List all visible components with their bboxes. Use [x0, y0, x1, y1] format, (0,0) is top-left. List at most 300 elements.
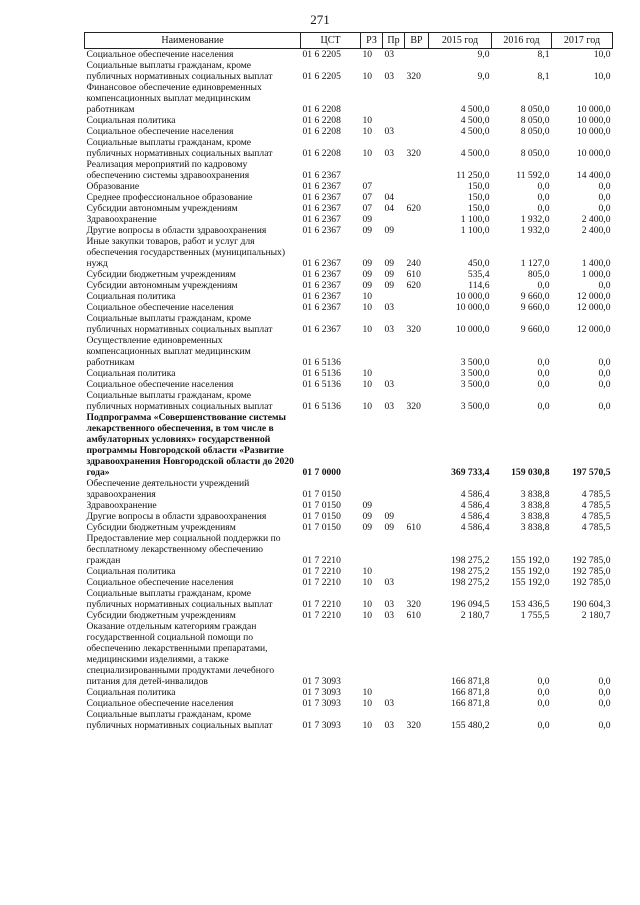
table-row: [85, 60, 613, 82]
row-rz: 10: [362, 71, 373, 82]
row-value-2017: 0,0: [598, 368, 611, 379]
row-value-2017: 1 000,0: [581, 269, 611, 280]
row-cst: 01 7 2210: [302, 566, 341, 577]
row-pr: 03: [384, 302, 395, 313]
row-pr: 09: [384, 269, 395, 280]
row-pr: [383, 368, 405, 379]
header-cst: ЦСТ: [301, 33, 361, 49]
table-row: [85, 368, 613, 379]
table-row: [85, 687, 613, 698]
table-row: [85, 280, 613, 291]
header-2016: 2016 год: [492, 33, 552, 49]
row-vr: [405, 126, 429, 137]
row-cst: 01 7 3093: [302, 698, 341, 709]
row-rz: 07: [362, 192, 373, 203]
row-value-2016: 9 660,0: [520, 302, 550, 313]
row-value-2017: 12 000,0: [576, 302, 611, 313]
table-row: [85, 588, 613, 610]
row-rz: 10: [362, 577, 373, 588]
row-value-2015: 4 586,4: [460, 522, 490, 533]
table-row: [85, 511, 613, 522]
row-name: Предоставление мер социальной поддержки по бесплатному лекарственному обеспечению граждан: [86, 533, 281, 566]
row-pr: [383, 335, 405, 368]
row-vr: [405, 192, 429, 203]
row-pr: [383, 687, 405, 698]
row-pr: [383, 214, 405, 225]
row-name: Социальная политика: [86, 566, 176, 577]
row-vr: 610: [406, 610, 421, 621]
row-name: Социальные выплаты гражданам, кроме публичных нормативных социальных выплат: [86, 390, 273, 412]
row-cst: 01 6 2208: [302, 148, 341, 159]
row-value-2015: 166 871,8: [451, 687, 490, 698]
row-name: Финансовое обеспечение единовременных компенсационных выплат медицинским работникам: [86, 82, 262, 115]
row-rz: 10: [362, 401, 373, 412]
row-cst: 01 6 2367: [302, 225, 341, 236]
row-value-2016: 153 436,5: [511, 599, 550, 610]
row-rz: 10: [362, 599, 373, 610]
row-value-2015: 3 500,0: [460, 357, 490, 368]
row-name: Социальное обеспечение населения: [86, 577, 234, 588]
row-value-2015: 196 094,5: [451, 599, 490, 610]
row-cst: 01 7 0000: [302, 467, 341, 478]
row-pr: 09: [384, 258, 395, 269]
row-pr: 03: [384, 599, 395, 610]
row-value-2016: 3 838,8: [520, 511, 550, 522]
row-value-2017: 10 000,0: [576, 126, 611, 137]
row-cst: 01 7 2210: [302, 577, 341, 588]
table-row: [85, 302, 613, 313]
row-value-2017: 0,0: [598, 687, 611, 698]
row-value-2015: 166 871,8: [451, 676, 490, 687]
row-value-2015: 150,0: [467, 192, 490, 203]
row-value-2015: 4 500,0: [460, 126, 490, 137]
row-name: Субсидии автономным учреждениям: [86, 203, 238, 214]
header-2017: 2017 год: [552, 33, 613, 49]
row-name: Социальное обеспечение населения: [86, 698, 234, 709]
row-pr: 03: [384, 379, 395, 390]
row-value-2015: 1 100,0: [460, 214, 490, 225]
row-name: Субсидии бюджетным учреждениям: [86, 610, 236, 621]
row-vr: [405, 511, 429, 522]
row-value-2015: 10 000,0: [455, 302, 490, 313]
row-value-2015: 198 275,2: [451, 577, 490, 588]
row-name: Подпрограмма «Совершенствование системы лекарственного обеспечения, в том числе в амбулаторных условиях» государственной программы Новгородской области «Развитие здравоохранения Новгородской области до 2020 года»: [86, 412, 294, 478]
row-rz: 10: [362, 610, 373, 621]
row-value-2017: 0,0: [598, 720, 611, 731]
row-value-2016: 1 932,0: [520, 214, 550, 225]
row-pr: 03: [384, 148, 395, 159]
row-pr: [383, 500, 405, 511]
row-rz: 10: [362, 720, 373, 731]
row-value-2017: 192 785,0: [572, 555, 611, 566]
row-cst: 01 6 2208: [302, 104, 341, 115]
row-value-2015: 4 500,0: [460, 148, 490, 159]
row-value-2016: 0,0: [537, 192, 550, 203]
table-row: [85, 214, 613, 225]
row-cst: 01 6 5136: [302, 379, 341, 390]
row-name: Другие вопросы в области здравоохранения: [86, 511, 267, 522]
row-value-2016: 155 192,0: [511, 577, 550, 588]
row-pr: 03: [384, 324, 395, 335]
row-vr: 320: [406, 401, 421, 412]
row-name: Социальные выплаты гражданам, кроме публичных нормативных социальных выплат: [86, 313, 273, 335]
row-value-2017: 14 400,0: [576, 170, 611, 181]
row-value-2016: 0,0: [537, 368, 550, 379]
row-value-2017: 190 604,3: [572, 599, 611, 610]
row-vr: [405, 368, 429, 379]
row-value-2015: 198 275,2: [451, 555, 490, 566]
row-rz: 10: [362, 115, 373, 126]
row-name: Другие вопросы в области здравоохранения: [86, 225, 267, 236]
row-pr: 09: [384, 511, 395, 522]
row-value-2017: 192 785,0: [572, 566, 611, 577]
row-value-2017: 0,0: [598, 401, 611, 412]
budget-table: [84, 32, 613, 731]
row-pr: 04: [384, 203, 395, 214]
row-rz: [361, 412, 383, 478]
row-value-2016: 1 127,0: [520, 258, 550, 269]
row-cst: 01 6 2367: [302, 181, 341, 192]
row-value-2016: 0,0: [537, 676, 550, 687]
row-vr: [405, 225, 429, 236]
row-value-2015: 369 733,4: [451, 467, 490, 478]
row-value-2015: 1 100,0: [460, 225, 490, 236]
row-name: Социальные выплаты гражданам, кроме публичных нормативных социальных выплат: [86, 137, 273, 159]
row-pr: 03: [384, 720, 395, 731]
table-body: [85, 49, 613, 732]
row-cst: 01 6 2367: [302, 214, 341, 225]
row-rz: [361, 478, 383, 500]
row-vr: [405, 379, 429, 390]
table-row: [85, 500, 613, 511]
row-value-2016: 9 660,0: [520, 291, 550, 302]
row-value-2016: 3 838,8: [520, 500, 550, 511]
table-row: [85, 335, 613, 368]
row-cst: 01 7 3093: [302, 720, 341, 731]
row-vr: 320: [406, 720, 421, 731]
row-value-2016: 155 192,0: [511, 566, 550, 577]
row-name: Социальное обеспечение населения: [86, 302, 234, 313]
row-value-2017: 0,0: [598, 357, 611, 368]
row-pr: [383, 159, 405, 181]
row-vr: 610: [406, 269, 421, 280]
row-value-2015: 10 000,0: [455, 324, 490, 335]
row-value-2015: 2 180,7: [460, 610, 490, 621]
row-value-2017: 2 180,7: [581, 610, 611, 621]
row-value-2015: 198 275,2: [451, 566, 490, 577]
row-rz: 10: [362, 126, 373, 137]
row-value-2015: 3 500,0: [460, 368, 490, 379]
row-vr: [405, 49, 429, 61]
row-vr: [405, 159, 429, 181]
row-vr: 320: [406, 71, 421, 82]
row-rz: [361, 335, 383, 368]
row-value-2016: 8,1: [537, 49, 550, 60]
table-header-row: [85, 33, 613, 49]
row-value-2016: 0,0: [537, 280, 550, 291]
row-value-2015: 4 586,4: [460, 500, 490, 511]
row-value-2016: 0,0: [537, 720, 550, 731]
row-pr: [383, 412, 405, 478]
row-value-2017: 192 785,0: [572, 577, 611, 588]
row-value-2017: 0,0: [598, 192, 611, 203]
row-cst: 01 7 0150: [302, 522, 341, 533]
row-pr: 03: [384, 698, 395, 709]
row-rz: 10: [362, 148, 373, 159]
table-row: [85, 533, 613, 566]
row-pr: 03: [384, 126, 395, 137]
row-vr: [405, 181, 429, 192]
row-vr: 610: [406, 522, 421, 533]
row-value-2017: 10,0: [593, 49, 611, 60]
row-name: Социальная политика: [86, 115, 176, 126]
row-rz: [361, 159, 383, 181]
row-pr: [383, 115, 405, 126]
row-vr: [405, 478, 429, 500]
header-vr: ВР: [405, 33, 429, 49]
row-cst: 01 6 2367: [302, 203, 341, 214]
row-vr: [405, 533, 429, 566]
row-value-2017: 4 785,5: [581, 500, 611, 511]
row-vr: [405, 302, 429, 313]
row-rz: 10: [362, 368, 373, 379]
row-pr: [383, 621, 405, 687]
row-value-2017: 0,0: [598, 280, 611, 291]
table-row: [85, 390, 613, 412]
table-row: [85, 698, 613, 709]
row-name: Социальные выплаты гражданам, кроме публичных нормативных социальных выплат: [86, 588, 273, 610]
row-cst: 01 6 2367: [302, 258, 341, 269]
row-value-2015: 9,0: [477, 71, 490, 82]
row-value-2015: 535,4: [467, 269, 490, 280]
row-value-2017: 4 785,5: [581, 511, 611, 522]
row-value-2016: 0,0: [537, 203, 550, 214]
table-row: [85, 478, 613, 500]
row-value-2015: 150,0: [467, 203, 490, 214]
row-value-2016: 0,0: [537, 379, 550, 390]
row-name: Реализация мероприятий по кадровому обеспечению системы здравоохранения: [86, 159, 250, 181]
row-rz: 10: [362, 302, 373, 313]
row-rz: 09: [362, 280, 373, 291]
row-cst: 01 6 2367: [302, 302, 341, 313]
row-cst: 01 6 2367: [302, 291, 341, 302]
row-value-2017: 2 400,0: [581, 225, 611, 236]
row-pr: 09: [384, 522, 395, 533]
table-row: [85, 203, 613, 214]
row-rz: 07: [362, 181, 373, 192]
row-cst: 01 6 2367: [302, 170, 341, 181]
row-vr: [405, 335, 429, 368]
table-row: [85, 236, 613, 269]
page-number: 271: [310, 12, 330, 27]
row-pr: [383, 533, 405, 566]
row-name: Иные закупки товаров, работ и услуг для обеспечения государственных (муниципальных) нужд: [86, 236, 286, 269]
row-value-2016: 0,0: [537, 181, 550, 192]
row-value-2016: 8 050,0: [520, 148, 550, 159]
row-value-2017: 10 000,0: [576, 104, 611, 115]
row-cst: 01 7 0150: [302, 489, 341, 500]
row-cst: 01 7 2210: [302, 610, 341, 621]
row-pr: 04: [384, 192, 395, 203]
header-rz: РЗ: [361, 33, 383, 49]
row-cst: 01 6 2367: [302, 324, 341, 335]
row-name: Социальные выплаты гражданам, кроме публичных нормативных социальных выплат: [86, 709, 273, 731]
row-value-2017: 0,0: [598, 203, 611, 214]
row-value-2016: 3 838,8: [520, 489, 550, 500]
row-vr: [405, 566, 429, 577]
row-pr: 09: [384, 280, 395, 291]
row-value-2017: 10 000,0: [576, 115, 611, 126]
row-rz: 10: [362, 698, 373, 709]
row-cst: 01 6 2205: [302, 71, 341, 82]
row-vr: 320: [406, 599, 421, 610]
row-value-2015: 4 500,0: [460, 104, 490, 115]
row-name: Социальное обеспечение населения: [86, 379, 234, 390]
row-cst: 01 6 2208: [302, 115, 341, 126]
row-vr: [405, 577, 429, 588]
table-row: [85, 159, 613, 181]
table-row: [85, 566, 613, 577]
row-vr: [405, 115, 429, 126]
table-row: [85, 181, 613, 192]
row-value-2016: 11 592,0: [516, 170, 550, 181]
row-value-2016: 155 192,0: [511, 555, 550, 566]
row-name: Оказание отдельным категориям граждан государственной социальной помощи по обеспечению лекарственными препаратами, медицинскими изделиями, а также специализированными продуктами лечебного питания для детей-инвалидов: [86, 621, 275, 687]
row-rz: 09: [362, 511, 373, 522]
row-pr: 09: [384, 225, 395, 236]
row-vr: 620: [406, 280, 421, 291]
row-value-2015: 150,0: [467, 181, 490, 192]
row-rz: 07: [362, 203, 373, 214]
row-vr: [405, 698, 429, 709]
row-value-2015: 155 480,2: [451, 720, 490, 731]
row-pr: [383, 291, 405, 302]
row-name: Субсидии автономным учреждениям: [86, 280, 238, 291]
row-value-2015: 10 000,0: [455, 291, 490, 302]
row-cst: 01 7 2210: [302, 555, 341, 566]
row-rz: 09: [362, 269, 373, 280]
row-value-2016: 8 050,0: [520, 104, 550, 115]
row-rz: [361, 82, 383, 115]
header-pr: Пр: [383, 33, 405, 49]
table-row: [85, 115, 613, 126]
row-vr: [405, 621, 429, 687]
row-value-2016: 8,1: [537, 71, 550, 82]
row-name: Субсидии бюджетным учреждениям: [86, 522, 236, 533]
row-rz: 09: [362, 214, 373, 225]
row-vr: 620: [406, 203, 421, 214]
row-name: Образование: [86, 181, 140, 192]
row-pr: [383, 566, 405, 577]
row-value-2016: 0,0: [537, 687, 550, 698]
row-value-2015: 450,0: [467, 258, 490, 269]
row-value-2017: 0,0: [598, 698, 611, 709]
row-vr: [405, 687, 429, 698]
table-row: [85, 313, 613, 335]
row-vr: 320: [406, 324, 421, 335]
row-value-2016: 1 932,0: [520, 225, 550, 236]
table-row: [85, 82, 613, 115]
row-rz: 10: [362, 49, 373, 60]
row-vr: 320: [406, 148, 421, 159]
row-vr: [405, 291, 429, 302]
row-cst: 01 6 2367: [302, 269, 341, 280]
table-row: [85, 379, 613, 390]
row-value-2016: 1 755,5: [520, 610, 550, 621]
table-row: [85, 577, 613, 588]
row-name: Среднее профессиональное образование: [86, 192, 253, 203]
row-value-2017: 12 000,0: [576, 324, 611, 335]
row-value-2016: 9 660,0: [520, 324, 550, 335]
row-value-2015: 11 250,0: [456, 170, 490, 181]
row-cst: 01 7 0150: [302, 500, 341, 511]
row-value-2016: 8 050,0: [520, 126, 550, 137]
row-value-2017: 0,0: [598, 181, 611, 192]
row-name: Осуществление единовременных компенсационных выплат медицинским работникам: [86, 335, 251, 368]
header-2015: 2015 год: [429, 33, 492, 49]
row-value-2017: 4 785,5: [581, 489, 611, 500]
row-rz: [361, 533, 383, 566]
row-pr: 03: [384, 610, 395, 621]
row-cst: 01 6 2367: [302, 192, 341, 203]
row-pr: [383, 82, 405, 115]
row-cst: 01 6 5136: [302, 401, 341, 412]
row-rz: [361, 621, 383, 687]
row-value-2015: 166 871,8: [451, 698, 490, 709]
row-value-2016: 8 050,0: [520, 115, 550, 126]
row-rz: 09: [362, 258, 373, 269]
row-value-2016: 0,0: [537, 698, 550, 709]
row-pr: 03: [384, 49, 395, 60]
table-row: [85, 126, 613, 137]
row-value-2016: 0,0: [537, 401, 550, 412]
row-value-2015: 4 586,4: [460, 489, 490, 500]
row-cst: 01 6 5136: [302, 357, 341, 368]
row-cst: 01 7 3093: [302, 676, 341, 687]
row-value-2016: 805,0: [527, 269, 550, 280]
table-row: [85, 269, 613, 280]
row-name: Социальная политика: [86, 291, 176, 302]
row-rz: 09: [362, 225, 373, 236]
row-value-2016: 0,0: [537, 357, 550, 368]
row-name: Социальная политика: [86, 687, 176, 698]
row-name: Социальное обеспечение населения: [86, 49, 234, 60]
row-value-2017: 197 570,5: [572, 467, 611, 478]
row-value-2015: 114,6: [468, 280, 490, 291]
row-name: Социальное обеспечение населения: [86, 126, 234, 137]
row-value-2015: 3 500,0: [460, 401, 490, 412]
row-cst: 01 6 2208: [302, 126, 341, 137]
row-pr: [383, 478, 405, 500]
row-name: Социальные выплаты гражданам, кроме публичных нормативных социальных выплат: [86, 60, 273, 82]
row-rz: 10: [362, 566, 373, 577]
row-value-2017: 2 400,0: [581, 214, 611, 225]
row-vr: 240: [406, 258, 421, 269]
row-vr: [405, 82, 429, 115]
row-rz: 09: [362, 500, 373, 511]
row-name: Здравоохранение: [86, 214, 157, 225]
table-row: [85, 192, 613, 203]
header-name: Наименование: [85, 33, 301, 49]
row-value-2017: 4 785,5: [581, 522, 611, 533]
row-vr: [405, 500, 429, 511]
row-value-2017: 1 400,0: [581, 258, 611, 269]
row-rz: 09: [362, 522, 373, 533]
row-value-2015: 3 500,0: [460, 379, 490, 390]
row-pr: 03: [384, 401, 395, 412]
table-row: [85, 709, 613, 731]
table-row: [85, 137, 613, 159]
